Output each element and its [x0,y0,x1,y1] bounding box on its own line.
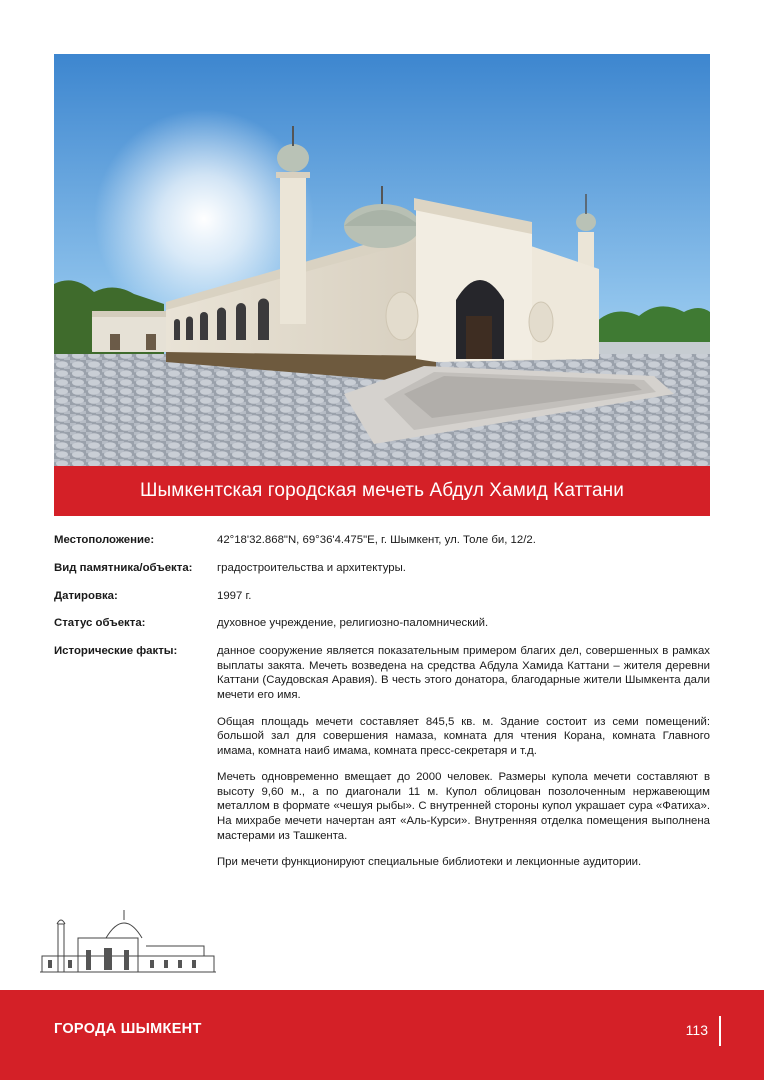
mosque-sketch-icon [38,906,218,978]
date-label: Датировка: [54,589,118,602]
history-paragraph: Мечеть одновременно вмещает до 2000 человек. Размеры купола мечети составляют в высоту 9,60 м., а по диагонали 11 м. Купол облицован позолоченным нержавеющим металлом в формате «чешуя рыбы». С внутренней стороны купол украшает сура «Фатиха». На михрабе мечети начертан аят «Аль-Курси». Внутренняя отделка помещения выполнена мастерами из Ташкента. [217,771,710,842]
mosque-photo [54,54,710,466]
status-value: духовное учреждение, религиозно-паломнический. [217,617,489,630]
footer [0,990,764,1080]
info-table [54,533,710,870]
location-row [54,533,710,548]
type-row [54,561,710,576]
history-paragraph: Общая площадь мечети составляет 845,5 кв. м. Здание состоит из семи помещений: большой зал для совершения намаза, комната для чтения Корана, комната Главного имама, комната наиб имама, комната пресс-секретаря и т.д. [217,715,710,757]
history-label: Исторические факты: [54,645,178,658]
mosque-sketch-drawing [38,906,218,978]
date-value: 1997 г. [217,589,252,602]
page-title: Шымкентская городская мечеть Абдул Хамид Каттани [140,480,624,501]
date-row [54,589,710,604]
type-label: Вид памятника/объекта: [54,561,193,574]
history-paragraph: При мечети функционируют специальные библиотеки и лекционные аудитории. [217,856,642,869]
history-paragraph: данное сооружение является показательным примером благих дел, совершенных в рамках выплаты закята. Мечеть возведена на средства Абдула Хамида Каттани – жителя деревни Каттани (Саудовская Аравия). В честь этого донатора, благодарные жители Шымкента дали мечети его имя. [217,645,710,701]
history-row [54,644,710,870]
location-label: Местоположение: [54,534,155,546]
status-row [54,616,710,631]
mosque-photo-illustration [54,54,710,466]
footer-title: ГОРОДА ШЫМКЕНТ [54,1021,202,1037]
location-value: 42°18'32.868"N, 69°36'4.475"E, г. Шымкент, ул. Толе би, 12/2. [217,534,536,546]
title-banner [54,466,710,516]
page-divider [719,1016,721,1046]
page-number: 113 [685,1022,708,1038]
type-value: градостроительства и архитектуры. [217,561,406,574]
status-label: Статус объекта: [54,617,146,630]
history-value [217,644,710,870]
